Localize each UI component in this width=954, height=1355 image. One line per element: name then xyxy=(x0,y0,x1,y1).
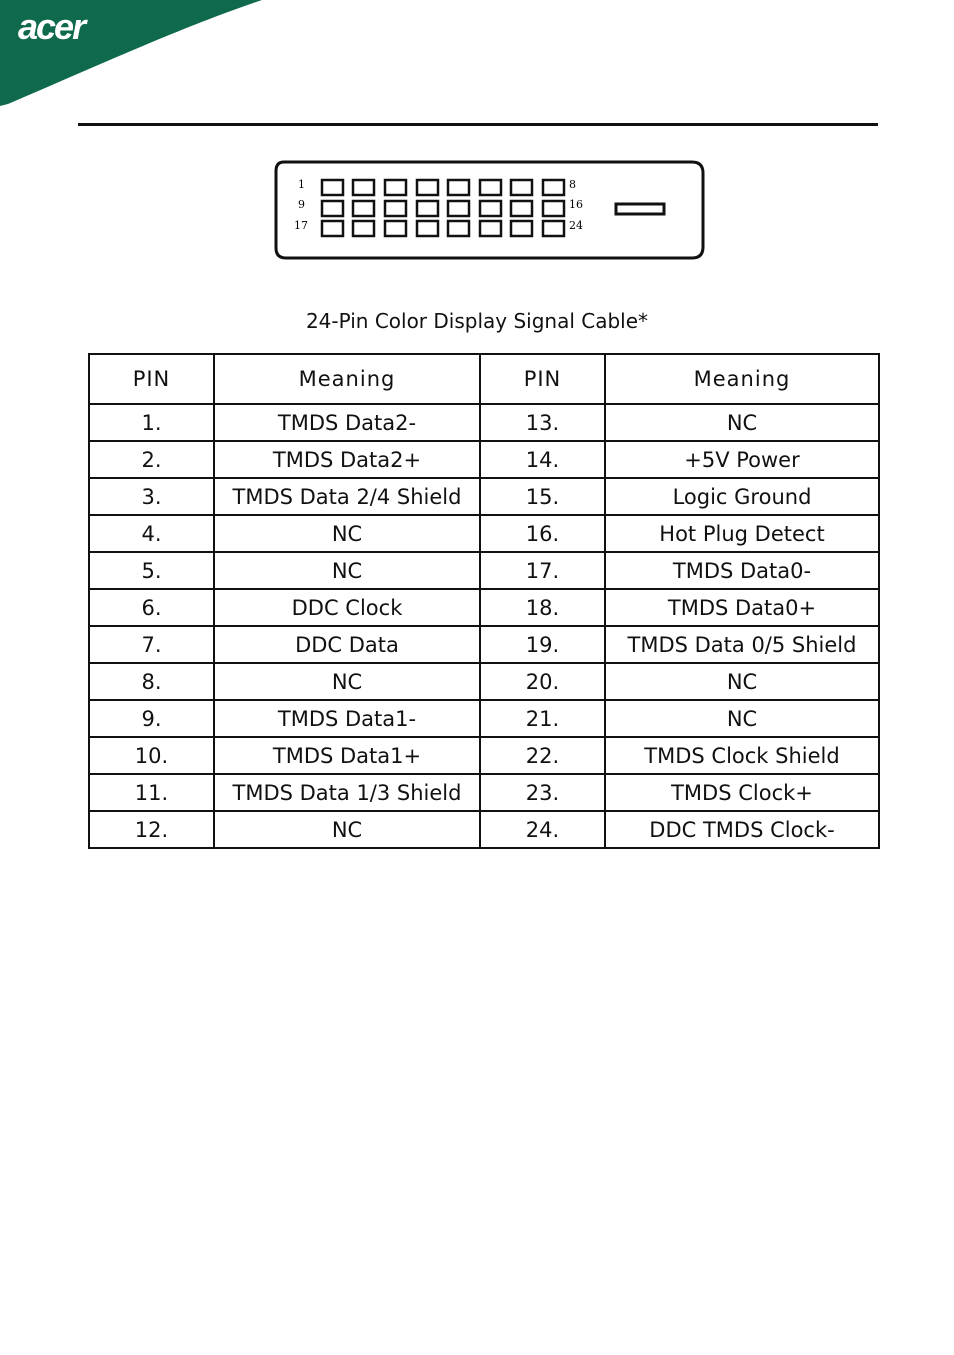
header-pin: PIN xyxy=(89,354,214,404)
meaning-cell: TMDS Data 1/3 Shield xyxy=(214,774,480,811)
connector-pin xyxy=(511,180,532,195)
header-meaning: Meaning xyxy=(214,354,480,404)
connector-pin xyxy=(417,180,438,195)
ground-blade xyxy=(616,204,664,214)
meaning-cell: Hot Plug Detect xyxy=(605,515,879,552)
table-row xyxy=(89,515,879,552)
connector-pin xyxy=(322,180,343,195)
pin-cell: 21. xyxy=(480,700,605,737)
connector-pin xyxy=(480,201,501,216)
pin-assignment-table xyxy=(88,353,880,849)
table-row xyxy=(89,626,879,663)
pin-cell: 6. xyxy=(89,589,214,626)
connector-pin xyxy=(511,201,532,216)
meaning-cell: DDC Data xyxy=(214,626,480,663)
pin-cell: 14. xyxy=(480,441,605,478)
meaning-cell: TMDS Data 2/4 Shield xyxy=(214,478,480,515)
pin-cell: 13. xyxy=(480,404,605,441)
meaning-cell: DDC Clock xyxy=(214,589,480,626)
pin-cell: 22. xyxy=(480,737,605,774)
meaning-cell: TMDS Data0+ xyxy=(605,589,879,626)
pin-cell: 20. xyxy=(480,663,605,700)
table-caption: 24-Pin Color Display Signal Cable* xyxy=(305,309,649,333)
meaning-cell: NC xyxy=(605,700,879,737)
meaning-cell: NC xyxy=(214,515,480,552)
connector-pin xyxy=(480,180,501,195)
table-row xyxy=(89,404,879,441)
meaning-cell: NC xyxy=(214,663,480,700)
row-label-right-3: 24 xyxy=(569,219,583,232)
meaning-cell: NC xyxy=(605,663,879,700)
pin-cell: 4. xyxy=(89,515,214,552)
pin-cell: 12. xyxy=(89,811,214,848)
row-label-right-1: 8 xyxy=(569,178,576,191)
table-row xyxy=(89,552,879,589)
connector-pin xyxy=(417,201,438,216)
connector-pin xyxy=(543,180,564,195)
pin-cell: 15. xyxy=(480,478,605,515)
row-label-right-2: 16 xyxy=(569,198,583,211)
meaning-cell: DDC TMDS Clock- xyxy=(605,811,879,848)
pin-cell: 24. xyxy=(480,811,605,848)
connector-pin xyxy=(353,180,374,195)
pin-cell: 16. xyxy=(480,515,605,552)
pin-cell: 11. xyxy=(89,774,214,811)
meaning-cell: TMDS Data 0/5 Shield xyxy=(605,626,879,663)
pin-cell: 2. xyxy=(89,441,214,478)
connector-pin xyxy=(353,201,374,216)
table-row xyxy=(89,811,879,848)
pin-cell: 1. xyxy=(89,404,214,441)
connector-pin xyxy=(322,201,343,216)
meaning-cell: TMDS Data2- xyxy=(214,404,480,441)
dvi-connector-diagram xyxy=(272,159,708,263)
meaning-cell: +5V Power xyxy=(605,441,879,478)
row-label-left-2: 9 xyxy=(298,198,305,211)
meaning-cell: TMDS Clock+ xyxy=(605,774,879,811)
meaning-cell: TMDS Data0- xyxy=(605,552,879,589)
connector-pin xyxy=(353,221,374,236)
meaning-cell: TMDS Data1- xyxy=(214,700,480,737)
meaning-cell: TMDS Data2+ xyxy=(214,441,480,478)
connector-pin xyxy=(322,221,343,236)
pin-cell: 10. xyxy=(89,737,214,774)
pin-cell: 8. xyxy=(89,663,214,700)
pin-cell: 17. xyxy=(480,552,605,589)
connector-outline xyxy=(276,162,703,258)
connector-pin xyxy=(543,201,564,216)
table-row xyxy=(89,663,879,700)
table-row xyxy=(89,478,879,515)
connector-pin xyxy=(448,221,469,236)
connector-pin xyxy=(543,221,564,236)
table-row xyxy=(89,774,879,811)
meaning-cell: TMDS Clock Shield xyxy=(605,737,879,774)
table-row xyxy=(89,737,879,774)
table-row xyxy=(89,441,879,478)
meaning-cell: Logic Ground xyxy=(605,478,879,515)
table-row xyxy=(89,700,879,737)
pin-grid xyxy=(322,180,564,236)
meaning-cell: TMDS Data1+ xyxy=(214,737,480,774)
pin-cell: 3. xyxy=(89,478,214,515)
pin-cell: 9. xyxy=(89,700,214,737)
connector-pin xyxy=(511,221,532,236)
pin-cell: 19. xyxy=(480,626,605,663)
connector-pin xyxy=(385,180,406,195)
connector-pin xyxy=(385,201,406,216)
meaning-cell: NC xyxy=(214,811,480,848)
meaning-cell: NC xyxy=(605,404,879,441)
connector-pin xyxy=(417,221,438,236)
row-label-left-3: 17 xyxy=(294,219,308,232)
table-header-row xyxy=(89,354,879,404)
pin-cell: 23. xyxy=(480,774,605,811)
connector-pin xyxy=(448,201,469,216)
pin-cell: 5. xyxy=(89,552,214,589)
pin-cell: 7. xyxy=(89,626,214,663)
acer-logo: acer xyxy=(18,6,85,47)
header-meaning: Meaning xyxy=(605,354,879,404)
header-rule xyxy=(78,123,878,126)
pin-cell: 18. xyxy=(480,589,605,626)
meaning-cell: NC xyxy=(214,552,480,589)
connector-pin xyxy=(448,180,469,195)
connector-pin xyxy=(480,221,501,236)
table-row xyxy=(89,589,879,626)
row-label-left-1: 1 xyxy=(298,178,305,191)
connector-pin xyxy=(385,221,406,236)
header-pin: PIN xyxy=(480,354,605,404)
